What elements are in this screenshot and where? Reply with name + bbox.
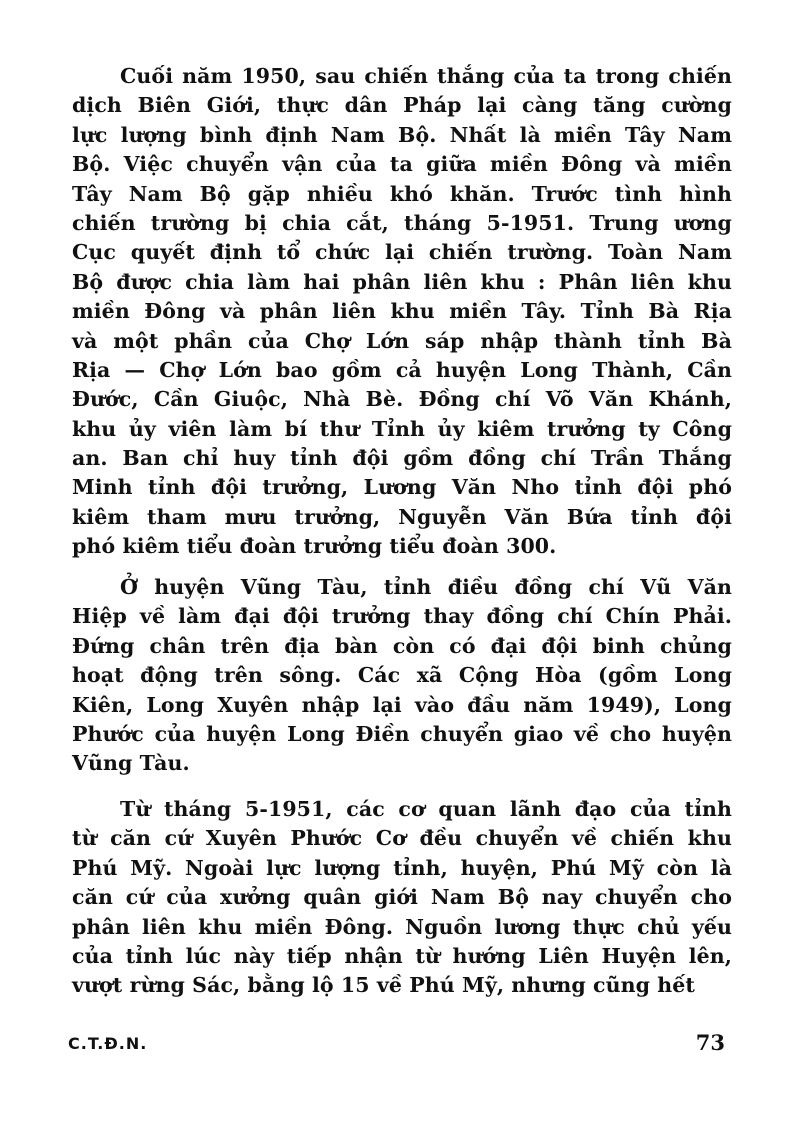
text-line: phó kiêm tiểu đoàn trưởng tiểu đoàn 300. bbox=[72, 534, 557, 559]
text-line: Minh tỉnh đội trưởng, Lương Văn Nho tỉnh đội phó bbox=[72, 475, 732, 500]
text-line: Ở huyện Vũng Tàu, tỉnh điều đồng chí Vũ Văn bbox=[120, 575, 732, 599]
text-line: phân liên khu miền Đông. Nguồn lương thực chủ yếu bbox=[72, 914, 732, 939]
text-line: Rịa — Chợ Lớn bao gồm cả huyện Long Thành, Cần bbox=[72, 357, 732, 382]
text-line: Từ tháng 5-1951, các cơ quan lãnh đạo của tỉnh bbox=[120, 797, 732, 821]
text-line: Phước của huyện Long Điền chuyển giao về cho huyện bbox=[72, 721, 732, 746]
text-line: vượt rừng Sác, bằng lộ 15 về Phú Mỹ, nhưng cũng hết bbox=[72, 973, 695, 998]
text-line: Bộ được chia làm hai phân liên khu : Phân liên khu bbox=[72, 269, 732, 294]
text-line: chiến trường bị chia cắt, tháng 5-1951. Trung ương bbox=[72, 210, 732, 235]
text-line: Vũng Tàu. bbox=[72, 751, 190, 776]
paragraph-1 bbox=[72, 62, 732, 562]
footer-publisher-mark: C.T.Đ.N. bbox=[68, 1034, 148, 1053]
text-line: Cuối năm 1950, sau chiến thắng của ta trong chiến bbox=[120, 64, 732, 88]
text-line: khu ủy viên làm bí thư Tỉnh ủy kiêm trưởng ty Công bbox=[72, 416, 732, 441]
text-line: và một phần của Chợ Lớn sáp nhập thành tỉnh Bà bbox=[72, 328, 732, 353]
text-line: của tỉnh lúc này tiếp nhận từ hướng Liên Huyện lên, bbox=[72, 943, 732, 968]
page-number: 73 bbox=[695, 1030, 725, 1055]
text-line: Phú Mỹ. Ngoài lực lượng tỉnh, huyện, Phú Mỹ còn là bbox=[72, 855, 732, 880]
text-line: Kiên, Long Xuyên nhập lại vào đầu năm 1949), Long bbox=[72, 692, 732, 717]
text-line: Tây Nam Bộ gặp nhiều khó khăn. Trước tình hình bbox=[72, 181, 732, 206]
text-line: dịch Biên Giới, thực dân Pháp lại càng tăng cường bbox=[72, 93, 732, 118]
text-line: kiêm tham mưu trưởng, Nguyễn Văn Bứa tỉnh đội bbox=[72, 504, 732, 529]
text-line: căn cứ của xưởng quân giới Nam Bộ nay chuyển cho bbox=[72, 885, 732, 910]
text-line: Đứng chân trên địa bàn còn có đại đội binh chủng bbox=[72, 633, 732, 658]
text-line: miền Đông và phân liên khu miền Tây. Tỉnh Bà Rịa bbox=[72, 299, 732, 324]
text-line: Đước, Cần Giuộc, Nhà Bè. Đồng chí Võ Văn Khánh, bbox=[72, 387, 732, 412]
text-line: Hiệp về làm đại đội trưởng thay đồng chí Chín Phải. bbox=[72, 604, 732, 629]
text-line: hoạt động trên sông. Các xã Cộng Hòa (gồm Long bbox=[72, 663, 732, 688]
text-line: lực lượng bình định Nam Bộ. Nhất là miền Tây Nam bbox=[72, 122, 732, 147]
paragraph-2 bbox=[72, 573, 732, 779]
text-line: Bộ. Việc chuyển vận của ta giữa miền Đông và miền bbox=[72, 152, 732, 177]
text-line: từ căn cứ Xuyên Phước Cơ đều chuyển về chiến khu bbox=[72, 826, 732, 851]
text-line: an. Ban chỉ huy tỉnh đội gồm đồng chí Trần Thắng bbox=[72, 446, 732, 471]
paragraph-3 bbox=[72, 795, 732, 1001]
text-line: Cục quyết định tổ chức lại chiến trường. Toàn Nam bbox=[72, 240, 732, 265]
